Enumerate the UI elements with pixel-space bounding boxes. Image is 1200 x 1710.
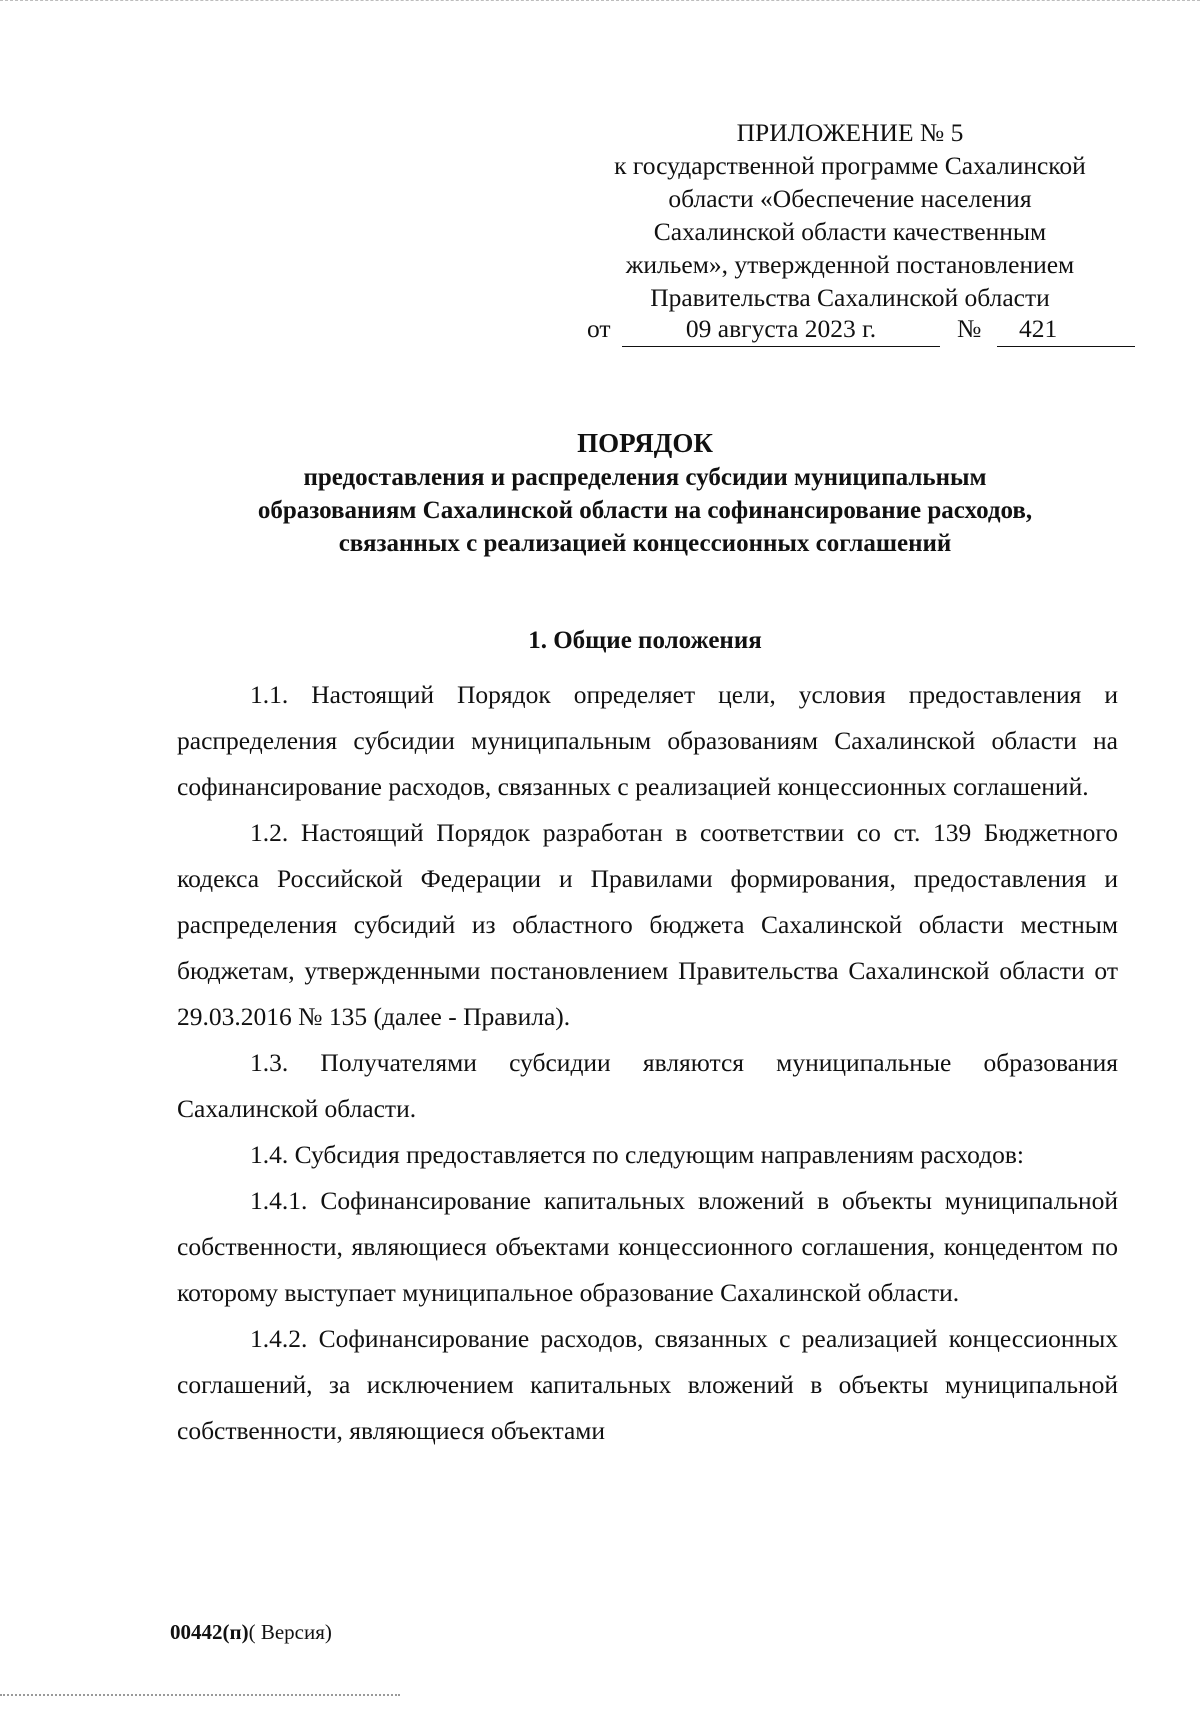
appendix-line: Сахалинской области качественным [653,217,1047,246]
appendix-block [560,116,1140,314]
title-subtitle-line: предоставления и распределения субсидии муниципальным [303,464,987,491]
from-label: от [587,314,611,343]
scan-bottom-edge [0,1694,400,1696]
title-subtitle [170,461,1120,560]
approval-number-text: 421 [1019,314,1058,343]
paragraph-1-4: 1.4. Субсидия предоставляется по следующим направлениям расходов: [250,1140,1024,1169]
section-heading: 1. Общие положения [528,627,762,654]
appendix-line: области «Обеспечение населения [668,184,1032,213]
paragraph-1-2: 1.2. Настоящий Порядок разработан в соответствии со ст. 139 Бюджетного кодекса Российской Федерации и Правилами формирования, предоставления и распределения субсидий из областного бюджета Сахалинской области местным бюджетам, утвержденными постановлением Правительства Сахалинской области от 29.03.2016 № 135 (далее - Правила). [177,818,1118,1031]
document-footer [170,1618,332,1646]
body-text [177,672,1118,1454]
paragraph-1-1: 1.1. Настоящий Порядок определяет цели, условия предоставления и распределения субсидии муниципальным образованиям Сахалинской области на софинансирование расходов, связанных с реализацией концессионных соглашений. [177,680,1118,801]
appendix-line: Правительства Сахалинской области [650,283,1050,312]
document-version: ( Версия) [248,1620,332,1644]
title-subtitle-line: образованиям Сахалинской области на софинансирование расходов, [257,497,1033,524]
approval-number [997,312,1135,347]
appendix-line: ПРИЛОЖЕНИЕ № 5 [736,118,964,147]
scan-top-edge [0,0,1200,1]
approval-date-line [587,312,1135,346]
document-title [170,425,1120,560]
paragraph-1-4-1: 1.4.1. Софинансирование капитальных вложений в объекты муниципальной собственности, являющиеся объектами концессионного соглашения, концедентом по которому выступает муниципальное образование Сахалинской области. [177,1186,1118,1307]
title-subtitle-line: связанных с реализацией концессионных соглашений [338,530,952,557]
paragraph-1-3: 1.3. Получателями субсидии являются муниципальные образования Сахалинской области. [177,1048,1118,1123]
title-main: ПОРЯДОК [577,428,713,458]
paragraph-1-4-2: 1.4.2. Софинансирование расходов, связанных с реализацией концессионных соглашений, за исключением капитальных вложений в объекты муниципальной собственности, являющиеся объектами [177,1324,1118,1445]
approval-date: 09 августа 2023 г. [622,312,940,347]
appendix-line: к государственной программе Сахалинской [614,151,1086,180]
number-label: № [957,314,982,343]
document-code: 00442(п) [170,1620,249,1644]
appendix-line: жильем», утвержденной постановлением [625,250,1075,279]
